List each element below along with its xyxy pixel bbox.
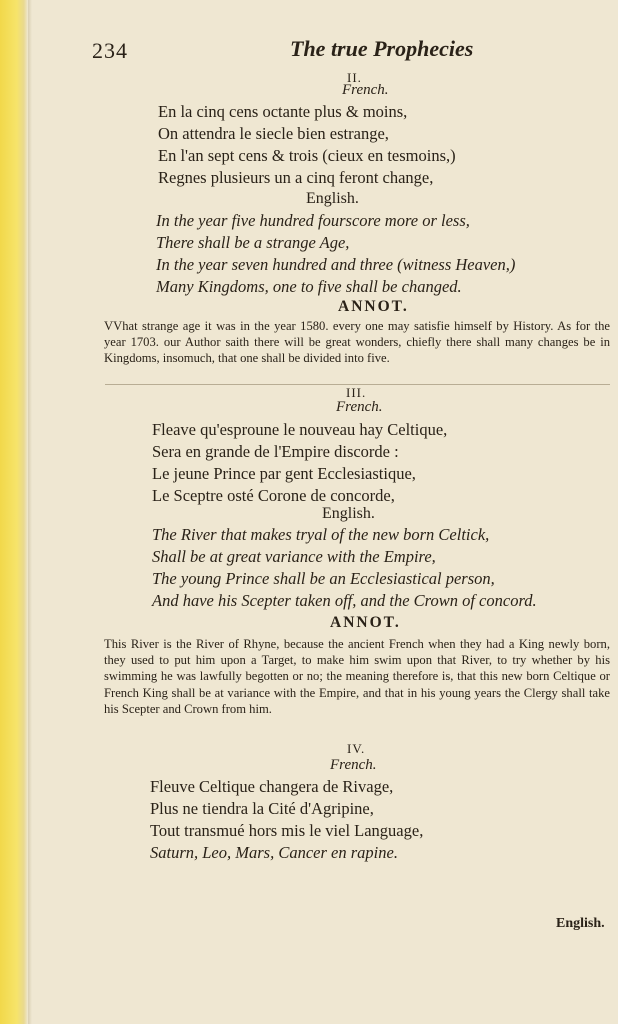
page-number: 234 — [92, 38, 128, 63]
english-verse — [152, 524, 537, 612]
verse-line: Sera en grande de l'Empire discorde : — [152, 442, 399, 461]
french-label: French. — [330, 757, 377, 773]
verse-line: Many Kingdoms, one to five shall be changed. — [156, 277, 462, 296]
verse-line: Fleave qu'esproune le nouveau hay Celtique, — [152, 420, 448, 439]
verse-line: There shall be a strange Age, — [156, 233, 350, 252]
verse-line: The young Prince shall be an Ecclesiastical person, — [152, 569, 495, 588]
verse-line: Plus ne tiendra la Cité d'Agripine, — [150, 799, 374, 818]
verse-line: Shall be at great variance with the Empire, — [152, 547, 436, 566]
verse-line: Le Sceptre osté Corone de concorde, — [152, 486, 395, 505]
verse-line: On attendra le siecle bien estrange, — [158, 124, 389, 143]
page-edge-shadow — [28, 0, 32, 1024]
french-verse — [152, 419, 447, 507]
verse-line: In the year five hundred fourscore more or less, — [156, 211, 470, 230]
verse-line: En la cinq cens octante plus & moins, — [158, 102, 408, 121]
section-numeral: IV. — [347, 741, 366, 756]
french-verse — [150, 776, 423, 864]
section-numeral: II. — [347, 70, 362, 85]
catchword: English. — [556, 916, 605, 931]
annotation-heading: ANNOT. — [330, 614, 401, 631]
verse-line: Saturn, Leo, Mars, Cancer en rapine. — [150, 843, 398, 862]
gilt-page-edge — [0, 0, 28, 1024]
verse-line: Le jeune Prince par gent Ecclesiastique, — [152, 464, 416, 483]
english-label: English. — [322, 505, 375, 522]
section-numeral: III. — [346, 385, 367, 400]
annotation-text: This River is the River of Rhyne, because the ancient French when they had a King newly born, they used to put him upon a Target, to make him swim upon that River, to try whether by his swimming he was lawfully begotten or no; the meaning therefore is, that this new born Celtique or French King shall be at variance with the Empire, and that in his young years the Clergy shall take his Scepter and Crown from him. — [104, 637, 610, 716]
running-title: The true Prophecies — [290, 36, 474, 61]
verse-line: Fleuve Celtique changera de Rivage, — [150, 777, 394, 796]
verse-line: And have his Scepter taken off, and the Crown of concord. — [152, 591, 537, 610]
annotation-text: VVhat strange age it was in the year 1580. every one may satisfie himself by History. As for the year 1703. our Author saith there will be great wonders, chiefly there shall many changes be in Kingdoms, insomuch, that one shall be divided into five. — [104, 319, 610, 366]
verse-line: The River that makes tryal of the new born Celtick, — [152, 525, 490, 544]
french-label: French. — [336, 399, 383, 415]
verse-line: Tout transmué hors mis le viel Language, — [150, 821, 424, 840]
english-verse — [156, 210, 515, 298]
english-label: English. — [306, 190, 359, 207]
annotation-heading: ANNOT. — [338, 298, 409, 315]
french-verse — [158, 101, 456, 189]
verse-line: En l'an sept cens & trois (cieux en tesmoins,) — [158, 146, 456, 165]
french-label: French. — [342, 82, 389, 98]
verse-line: In the year seven hundred and three (witness Heaven,) — [156, 255, 516, 274]
verse-line: Regnes plusieurs un a cinq feront change, — [158, 168, 434, 187]
